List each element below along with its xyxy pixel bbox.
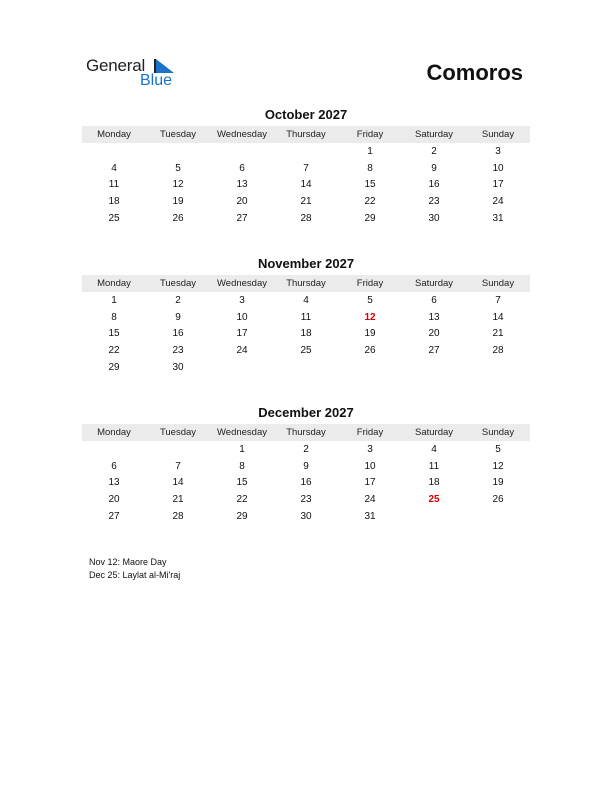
day-cell: 1 — [367, 145, 373, 157]
day-cell: 29 — [236, 510, 248, 522]
day-cell: 24 — [236, 344, 248, 356]
day-cell: 13 — [236, 179, 248, 191]
weekday-header: Saturday — [414, 278, 454, 289]
day-cell: 21 — [172, 493, 184, 505]
day-cell: 4 — [111, 162, 117, 174]
day-cell: 2 — [431, 145, 437, 157]
day-cell: 14 — [492, 311, 504, 323]
day-cell: 10 — [492, 162, 504, 174]
day-cell: 5 — [495, 443, 501, 455]
week-row — [82, 458, 530, 475]
week-row — [82, 508, 530, 525]
day-cell: 5 — [175, 162, 181, 174]
day-cell: 21 — [300, 195, 312, 207]
month-title: October 2027 — [264, 107, 348, 122]
day-cell: 5 — [367, 294, 373, 306]
weekday-header: Monday — [97, 427, 131, 438]
day-cell: 19 — [172, 195, 184, 207]
weekday-header: Thursday — [286, 278, 326, 289]
weekday-header: Tuesday — [159, 129, 197, 140]
week-row — [82, 342, 530, 359]
day-cell: 25 — [300, 344, 312, 356]
day-cell: 20 — [236, 195, 248, 207]
logo — [86, 56, 186, 92]
day-cell: 8 — [367, 162, 373, 174]
week-row — [82, 160, 530, 177]
week-row — [82, 474, 530, 491]
day-cell: 7 — [175, 460, 181, 472]
week-row — [82, 193, 530, 210]
day-cell: 14 — [172, 477, 184, 489]
day-cell: 31 — [364, 510, 376, 522]
day-cell: 23 — [428, 195, 440, 207]
weekday-header-row — [82, 275, 530, 292]
day-cell: 12 — [172, 179, 184, 191]
logo-general-text: General — [86, 56, 146, 75]
day-cell: 15 — [108, 328, 120, 340]
day-cell: 22 — [108, 344, 120, 356]
day-cell: 18 — [300, 328, 312, 340]
day-cell: 21 — [492, 328, 504, 340]
day-cell: 24 — [492, 195, 504, 207]
day-cell: 8 — [111, 311, 117, 323]
day-cell: 16 — [172, 328, 184, 340]
day-cell: 10 — [364, 460, 376, 472]
weekday-header: Sunday — [481, 278, 515, 289]
day-cell: 7 — [303, 162, 309, 174]
week-row — [82, 309, 530, 326]
day-cell: 23 — [300, 493, 312, 505]
day-cell: 9 — [303, 460, 309, 472]
week-row — [82, 210, 530, 227]
day-cell: 6 — [239, 162, 245, 174]
day-cell: 16 — [428, 179, 440, 191]
day-cell: 11 — [428, 460, 440, 472]
day-cell: 24 — [364, 493, 376, 505]
day-cell: 27 — [428, 344, 440, 356]
holiday-notes — [89, 556, 180, 582]
day-cell: 10 — [236, 311, 248, 323]
day-cell: 22 — [364, 195, 376, 207]
day-cell: 25 — [428, 493, 440, 505]
country-title: Comoros — [426, 60, 523, 85]
day-cell: 2 — [175, 294, 181, 306]
weekday-header: Saturday — [414, 129, 454, 140]
day-cell: 30 — [172, 361, 184, 373]
weekday-header: Saturday — [414, 427, 454, 438]
day-cell: 4 — [431, 443, 437, 455]
day-cell: 9 — [175, 311, 181, 323]
weekday-header: Tuesday — [159, 427, 197, 438]
day-cell: 7 — [495, 294, 501, 306]
day-cell: 26 — [364, 344, 376, 356]
weekday-header: Monday — [97, 129, 131, 140]
month-calendar-october — [82, 107, 530, 226]
day-cell: 30 — [300, 510, 312, 522]
day-cell: 25 — [108, 212, 120, 224]
day-cell: 8 — [239, 460, 245, 472]
day-cell: 11 — [300, 311, 312, 323]
day-cell: 16 — [300, 477, 312, 489]
day-cell: 22 — [236, 493, 248, 505]
day-cell: 28 — [492, 344, 504, 356]
weekday-header: Sunday — [481, 129, 515, 140]
day-cell: 14 — [300, 179, 312, 191]
day-cell: 13 — [428, 311, 440, 323]
day-cell: 29 — [108, 361, 120, 373]
day-cell: 3 — [367, 443, 373, 455]
week-row — [82, 491, 530, 508]
weekday-header-row — [82, 424, 530, 441]
day-cell: 2 — [303, 443, 309, 455]
week-row — [82, 176, 530, 193]
day-cell: 28 — [172, 510, 184, 522]
day-cell: 18 — [428, 477, 440, 489]
day-cell: 19 — [364, 328, 376, 340]
day-cell: 31 — [492, 212, 504, 224]
weekday-header: Friday — [356, 278, 384, 289]
weekday-header: Monday — [97, 278, 131, 289]
day-cell: 15 — [236, 477, 248, 489]
day-cell: 1 — [111, 294, 117, 306]
month-calendar-december — [82, 405, 530, 524]
logo-flag-icon — [154, 59, 174, 73]
month-calendar-november — [82, 256, 530, 375]
week-row — [82, 325, 530, 342]
logo-blue-text: Blue — [140, 72, 173, 89]
weekday-header: Wednesday — [217, 129, 267, 140]
day-cell: 18 — [108, 195, 120, 207]
weekday-header: Thursday — [286, 129, 326, 140]
holiday-note: Nov 12: Maore Day — [89, 557, 167, 567]
week-row — [82, 359, 530, 376]
month-title: November 2027 — [257, 256, 355, 271]
weekday-header: Wednesday — [217, 278, 267, 289]
day-cell: 11 — [108, 179, 120, 191]
day-cell: 12 — [492, 460, 504, 472]
day-cell: 29 — [364, 212, 376, 224]
week-row — [82, 143, 530, 160]
weekday-header: Tuesday — [159, 278, 197, 289]
day-cell: 28 — [300, 212, 312, 224]
day-cell: 20 — [428, 328, 440, 340]
weekday-header: Friday — [356, 427, 384, 438]
day-cell: 13 — [108, 477, 120, 489]
weekday-header: Wednesday — [217, 427, 267, 438]
day-cell: 26 — [492, 493, 504, 505]
day-cell: 3 — [495, 145, 501, 157]
month-title: December 2027 — [258, 405, 354, 420]
day-cell: 3 — [239, 294, 245, 306]
week-row — [82, 441, 530, 458]
day-cell: 27 — [108, 510, 120, 522]
weekday-header: Thursday — [286, 427, 326, 438]
day-cell: 17 — [236, 328, 248, 340]
day-cell: 12 — [364, 311, 376, 323]
day-cell: 20 — [108, 493, 120, 505]
day-cell: 26 — [172, 212, 184, 224]
day-cell: 6 — [431, 294, 437, 306]
day-cell: 17 — [492, 179, 504, 191]
weekday-header-row — [82, 126, 530, 143]
day-cell: 1 — [239, 443, 245, 455]
day-cell: 27 — [236, 212, 248, 224]
day-cell: 30 — [428, 212, 440, 224]
day-cell: 4 — [303, 294, 309, 306]
day-cell: 15 — [364, 179, 376, 191]
weekday-header: Sunday — [481, 427, 515, 438]
day-cell: 9 — [431, 162, 437, 174]
week-row — [82, 292, 530, 309]
day-cell: 6 — [111, 460, 117, 472]
day-cell: 23 — [172, 344, 184, 356]
holiday-note: Dec 25: Laylat al-Mi'raj — [89, 570, 181, 580]
weekday-header: Friday — [356, 129, 384, 140]
day-cell: 19 — [492, 477, 504, 489]
day-cell: 17 — [364, 477, 376, 489]
